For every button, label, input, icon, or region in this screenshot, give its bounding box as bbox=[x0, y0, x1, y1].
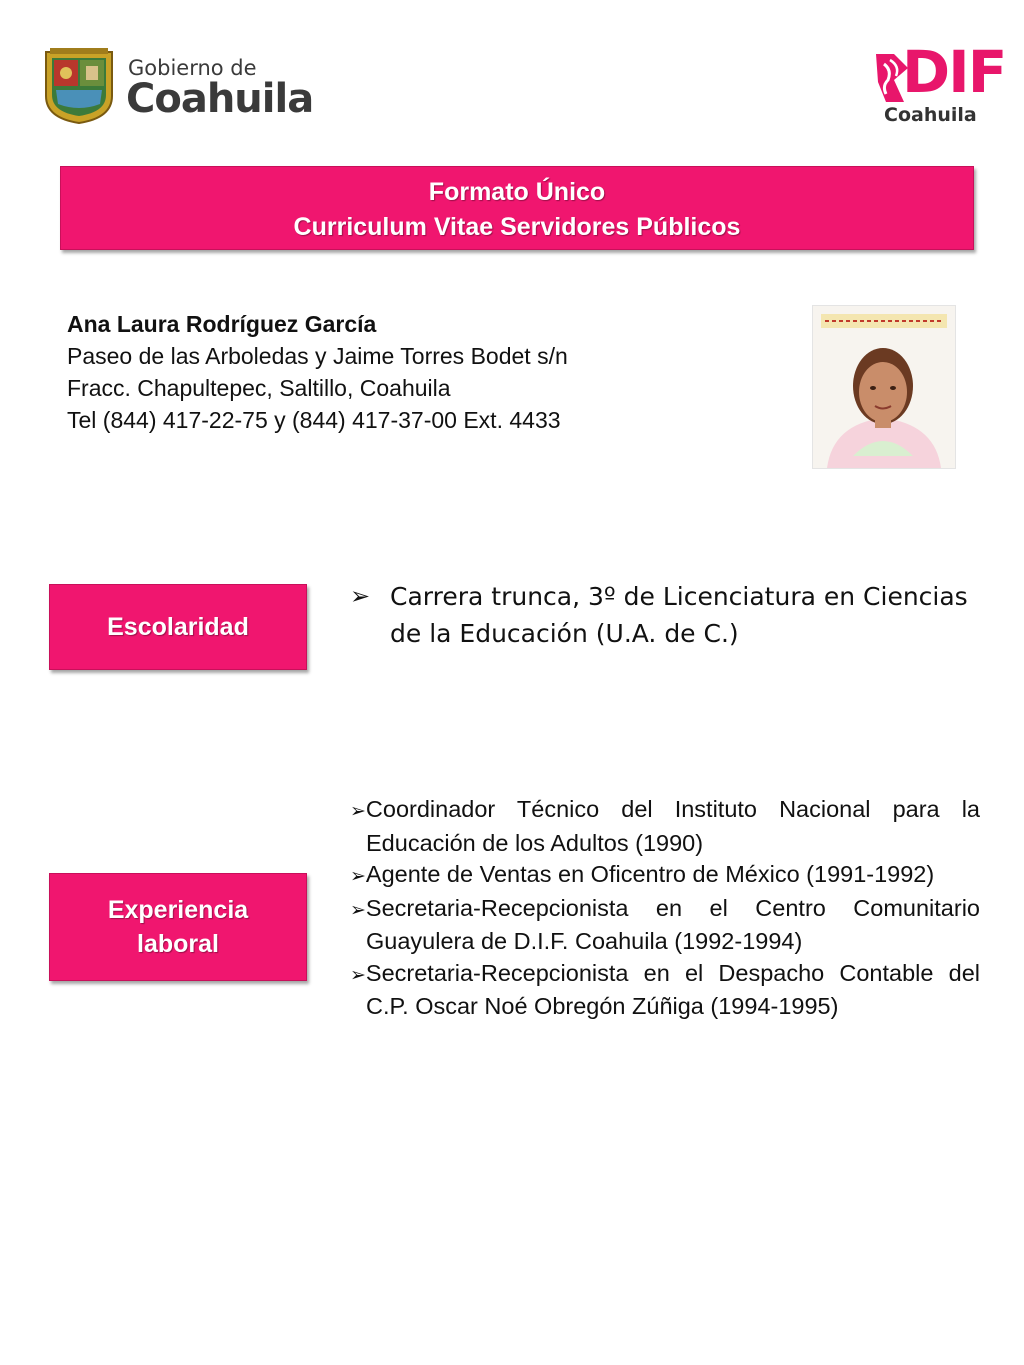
address-line1: Paseo de las Arboledas y Jaime Torres Bodet s/n bbox=[67, 343, 568, 369]
escolaridad-list bbox=[350, 578, 970, 652]
banner-subtitle: Curriculum Vitae Servidores Públicos bbox=[293, 213, 741, 241]
experiencia-item-text: Secretaria-Recepcionista en el Despacho Contable del C.P. Oscar Noé Obregón Zúñiga (1994-1995) bbox=[365, 959, 980, 1019]
portrait-photo-icon bbox=[813, 306, 955, 468]
arrow-bullet-icon: ➢ bbox=[350, 866, 366, 887]
arrow-bullet-icon: ➢ bbox=[350, 582, 371, 610]
list-item bbox=[350, 578, 970, 652]
dif-subtitle: Coahuila bbox=[884, 104, 977, 126]
profile-photo bbox=[812, 305, 956, 469]
coat-of-arms-icon bbox=[42, 46, 116, 124]
gobierno-coahuila-logo bbox=[42, 46, 312, 126]
banner-title: Formato Único bbox=[428, 178, 606, 206]
escolaridad-item-text: Carrera trunca, 3º de Licenciatura en Ciencias de la Educación (U.A. de C.) bbox=[390, 582, 968, 648]
dif-coahuila-logo bbox=[872, 38, 1006, 130]
arrow-bullet-icon: ➢ bbox=[350, 801, 366, 822]
arrow-bullet-icon: ➢ bbox=[350, 899, 366, 921]
address-line2: Fracc. Chapultepec, Saltillo, Coahuila bbox=[67, 375, 451, 401]
logo-line1: Gobierno de bbox=[128, 56, 257, 80]
experiencia-item-text: Secretaria-Recepcionista en el Centro Comunitario Guayulera de D.I.F. Coahuila (1992-1994) bbox=[365, 894, 980, 954]
title-banner bbox=[60, 166, 974, 250]
escolaridad-label-text: Escolaridad bbox=[107, 613, 249, 641]
experiencia-item-text: Agente de Ventas en Oficentro de México (1991-1992) bbox=[365, 861, 935, 887]
list-item bbox=[350, 794, 980, 859]
person-name: Ana Laura Rodríguez García bbox=[67, 311, 377, 337]
arrow-bullet-icon: ➢ bbox=[350, 964, 366, 986]
experiencia-list bbox=[350, 794, 980, 1023]
experiencia-label-line2: laboral bbox=[137, 930, 219, 958]
phone-line: Tel (844) 417-22-75 y (844) 417-37-00 Ext. 4433 bbox=[67, 407, 561, 433]
list-item bbox=[350, 958, 980, 1023]
list-item bbox=[350, 893, 980, 958]
escolaridad-label bbox=[49, 584, 307, 670]
experiencia-item-text: Coordinador Técnico del Instituto Nacional para la Educación de los Adultos (1990) bbox=[365, 796, 980, 856]
dif-wordmark: DIF bbox=[902, 38, 1006, 106]
list-item bbox=[350, 859, 980, 893]
contact-block bbox=[67, 308, 568, 436]
logo-line2: Coahuila bbox=[126, 76, 314, 122]
experiencia-label bbox=[49, 873, 307, 981]
experiencia-label-line1: Experiencia bbox=[107, 896, 249, 924]
